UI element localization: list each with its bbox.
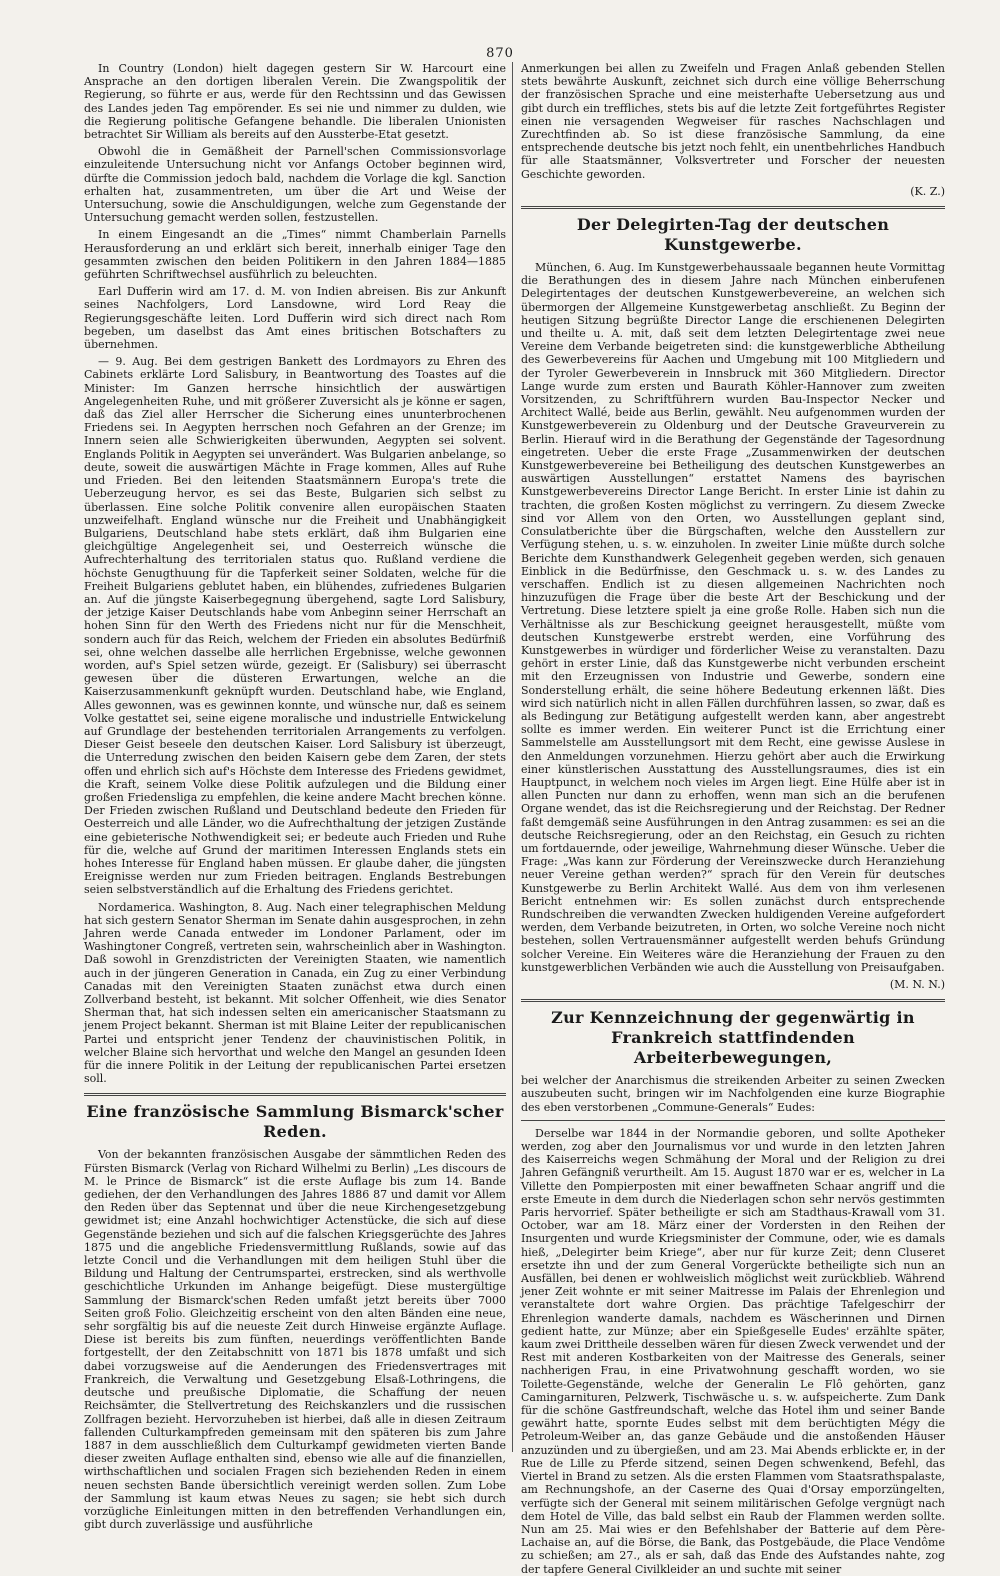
- headline-delegirten-tag: Der Delegirten-Tag der deutschen Kunstgewerbe.: [576, 215, 890, 255]
- article-arbeiterbewegungen-intro: bei welcher der Anarchismus die streikenden Arbeiter zu seinen Zwecken auszubeuten sucht, bringen wir im Nachfolgenden eine kurze Biographie des eben verstorbenen „Commune-Generals“ Eudes:: [521, 1074, 945, 1114]
- section-divider: [84, 1093, 506, 1096]
- section-divider: [521, 206, 945, 209]
- headline-bismarck-reden: Eine französische Sammlung Bismarck'scher Reden.: [86, 1102, 504, 1142]
- article-harcourt: In Country (London) hielt dagegen gestern Sir W. Harcourt eine Ansprache an den dortigen liberalen Verein. Die Zwangspolitik der Regierung, so führte er aus, werde für den Rechtssinn und das Gewissen des Landes jeden Tag empörender. Es sei nie und nimmer zu dulden, wie die Regierung politische Gefangene behandle. Die liberalen Unionisten betrachtet Sir William als bereits auf den Aussterbe-Etat gesetzt.: [84, 62, 506, 142]
- headline-arbeiterbewegungen: Zur Kennzeichnung der gegenwärtig in Frankreich stattfindenden Arbeiterbewegungen,: [551, 1008, 915, 1068]
- article-parnell-commission: Obwohl die in Gemäßheit der Parnell'schen Commissionsvorlage einzuleitende Untersuchung nicht vor Anfangs October beginnen wird, dürfte die Commission jedoch bald, nachdem die Vorlage die kgl. Sanction erhalten hat, zusammentreten, um über die Art und Weise der Untersuchung, sowie die Anschuldigungen, welche zum Gegenstande der Untersuchung gemacht werden sollen, festzustellen.: [84, 145, 506, 225]
- column-divider: [512, 62, 513, 1452]
- page-number: 870: [486, 46, 514, 61]
- article-bismarck-reden: Von der bekannten französischen Ausgabe der sämmtlichen Reden des Fürsten Bismarck (Verlag von Richard Wilhelmi zu Berlin) „Les discours de M. le Prince de Bismarck“ ist die erste Auflage bis zum 14. Bande gediehen, der den Verhandlungen des Jahres 1886 87 und damit vor Allem den Reden über das Septennat und über die neue Kirchengesetzgebung gewidmet ist; eine Anzahl hochwichtiger Actenstücke, die sich auf diese Gegenstände beziehen und sich auf die falschen Kriegsgerüchte des Jahres 1875 und die angebliche Friedensvermittlung Rußlands, sowie auf das letzte Concil und die Verhandlungen mit dem heiligen Stuhl über die Bildung und Haltung der Centrumspartei, erstrecken, sind als werthvolle geschichtliche Urkunden im Anhange beigefügt. Diese mustergültige Sammlung der Bismarck'schen Reden umfaßt jetzt bereits über 7000 Seiten groß Folio. Gleichzeitig erscheint von den alten Bänden eine neue, sehr sorgfältig bis auf die neueste Zeit durch Hinweise ergänzte Auflage. Diese ist bereits bis zum fünften, neuerdings veröffentlichten Bande fortgestellt, der den Zeitabschnitt von 1871 bis 1878 umfaßt und sich dabei vorzugsweise auf die Aenderungen des Friedensvertrages mit Frankreich, die Verwaltung und Gesetzgebung Elsaß-Lothringens, die deutsche und preußische Diplomatie, die Schaffung der neuen Reichsämter, die Stellvertretung des Reichskanzlers und die russischen Zollfragen bezieht. Hervorzuheben ist hierbei, daß alle in diesen Zeitraum fallenden Culturkampfreden gemeinsam mit den späteren bis zum Jahre 1887 in dem ausschließlich dem Culturkampf gewidmeten vierten Bande dieser zweiten Auflage enthalten sind, ebenso wie alle auf die finanziellen, wirthschaftlichen und socialen Fragen sich beziehenden Reden in einem neuen sechsten Bande übersichtlich vereinigt werden sollen. Zum Lobe der Sammlung ist kaum etwas Neues zu sagen; sie hebt sich durch vorzügliche Einleitungen mitten in den betreffenden Verhandlungen ein, gibt durch zuverlässige und ausführliche: [84, 1148, 506, 1532]
- article-north-america: Nordamerica. Washington, 8. Aug. Nach einer telegraphischen Meldung hat sich gestern Senator Sherman im Senate dahin ausgesprochen, in zehn Jahren werde Canada entweder im Londoner Parlament, oder im Washingtoner Congreß, vertreten sein, wahrscheinlich aber in Washington. Daß sowohl in Grenzdistricten der Vereinigten Staaten, wie namentlich auch in der jüngeren Generation in Canada, ein Zug zu einer Verbindung Canadas mit den Vereinigten Staaten zunächst etwa durch einen Zollverband besteht, ist bekannt. Mit solcher Offenheit, wie dies Senator Sherman that, hat sich indessen selten ein americanischer Staatsmann zu jenem Project bekannt. Sherman ist mit Blaine Leiter der republicanischen Partei und entspricht jener Tendenz der chauvinistischen Politik, in welcher Blaine sich hervorthat und welche den Mangel an gesunden Ideen für die innere Politik in der Leitung der republicanischen Partei ersetzen soll.: [84, 900, 506, 1086]
- source-byline: (K. Z.): [910, 184, 945, 198]
- source-byline: (M. N. N.): [889, 978, 945, 991]
- section-divider: [521, 1120, 945, 1121]
- article-bismarck-reden-continued: Anmerkungen bei allen zu Zweifeln und Fragen Anlaß gebenden Stellen stets bewährte Auskunft, zeichnet sich durch eine völlige Beherrschung der französischen Sprache und eine meisterhafte Uebersetzung aus und gibt durch ein treffliches, stets bis auf die letzte Zeit fortgeführtes Register einen nie versagenden Wegweiser für rasches Nachschlagen und Zurechtfinden ab. So ist diese französische Sammlung, da eine entsprechende deutsche bis jetzt noch fehlt, ein unentbehrliches Handbuch für alle Staatsmänner, Volksvertreter und Forscher der neuesten Geschichte geworden.: [521, 62, 945, 181]
- article-delegirten-tag: München, 6. Aug. Im Kunstgewerbehaussaale begannen heute Vormittag die Berathungen des in diesem Jahre nach München einberufenen Delegirtentages der deutschen Kunstgewerbevereine, an welchen sich übermorgen der Allgemeine Kunstgewerbetag anschließt. Zu Beginn der heutigen Sitzung begrüßte Director Lange die erschienenen Delegirten und theilte u. A. mit, daß seit dem letzten Delegirtentage zwei neue Vereine dem Verbande beigetreten sind: die kunstgewerbliche Abtheilung des Gewerbevereins für Aachen und Umgebung mit 100 Mitgliedern und der Tyroler Gewerbeverein in Innsbruck mit 360 Mitgliedern. Director Lange wurde zum ersten und Baurath Köhler-Hannover zum zweiten Vorsitzenden, zu Schriftführern wurden Bau-Inspector Necker und Architect Wallé, beide aus Berlin, gewählt. Neu aufgenommen wurden der Kunstgewerbeverein zu Oldenburg und der Deutsche Graveurverein zu Berlin. Hierauf wird in die Berathung der Gegenstände der Tagesordnung eingetreten. Ueber die erste Frage „Zusammenwirken der deutschen Kunstgewerbevereine bei Betheiligung des deutschen Kunstgewerbes an auswärtigen Ausstellungen“ erstattet Namens des bayrischen Kunstgewerbevereins Director Lange Bericht. In erster Linie ist dahin zu trachten, die großen Kosten möglichst zu verringern. Zu diesem Zwecke sind vor Allem von den Orten, wo Ausstellungen geplant sind, Consulatberichte über die Bürgschaften, welche den Ausstellern zur Verfügung stehen, u. s. w. einzuholen. In zweiter Linie müßte durch solche Berichte dem Kunsthandwerk Gelegenheit gegeben werden, sich genauen Einblick in die Bedürfnisse, den Geschmack u. s. w. des Landes zu verschaffen. Endlich ist zu diesen allgemeinen Nachrichten noch hinzuzufügen die Frage über die beste Art der Beschickung und der Vertretung. Diese letztere spielt ja eine große Rolle. Haben sich nun die Verhältnisse als zur Beschickung geeignet herausgestellt, müßte vom deutschen Kunstgewerbe erstrebt werden, eine Vorführung des Kunstgewerbes in würdiger und förderlicher Weise zu veranstalten. Dazu gehört in erster Linie, daß das Kunstgewerbe nicht verbunden erscheint mit den Erzeugnissen von Industrie und Gewerbe, sondern eine Sonderstellung erhält, die seine höhere Bedeutung erkennen läßt. Dies wird sich natürlich nicht in allen Fällen durchführen lassen, so zwar, daß es als Bedingung zur Betätigung aufgestellt werden kann, aber angestrebt sollte es immer werden. Ein weiterer Punct ist die Errichtung einer Sammelstelle am Ausstellungsort mit dem Recht, eine gewisse Auslese in den Anmeldungen vorzunehmen. Hierzu gehört aber auch die Erwirkung einer künstlerischen Ausstattung des Ausstellungsraumes, dies ist ein Hauptpunct, in welchem noch vieles im Argen liegt. Eine Hülfe aber ist in allen Puncten nur dann zu erhoffen, wenn man sich an die berufenen Organe wendet, das ist die Reichsregierung und der Reichstag. Der Redner faßt demgemäß seine Ausführungen in den Antrag zusammen: es sei an die deutsche Reichsregierung, oder an den Reichstag, ein Gesuch zu richten um fortdauernde, oder jeweilige, Wahrnehmung dieser Wünsche. Ueber die Frage: „Was kann zur Förderung der Vereinszwecke durch Heranziehung neuer Vereine gethan werden?“ sprach für den Verein für deutsches Kunstgewerbe zu Berlin Architekt Wallé. Aus dem von ihm verlesenen Bericht entnehmen wir: Es sollen zunächst durch entsprechende Rundschreiben die verwandten Zwecken huldigenden Vereine aufgefordert werden, dem Verbande beizutreten, in Orten, wo solche Vereine noch nicht bestehen, sollen Vertrauensmänner aufgestellt werden behufs Gründung solcher Vereine. Ein Weiteres wäre die Heranziehung der Frauen zu den kunstgewerblichen Verbänden wie auch die Ausstellung von Preisaufgaben.: [521, 261, 945, 974]
- article-salisbury-banquet: — 9. Aug. Bei dem gestrigen Bankett des Lordmayors zu Ehren des Cabinets erklärte Lord Salisbury, in Beantwortung des Toastes auf die Minister: Im Ganzen herrsche hinsichtlich der auswärtigen Angelegenheiten Ruhe, und mit größerer Zuversicht als je könne er sagen, daß das Ziel aller Herrscher die Sicherung eines ununterbrochenen Friedens sei. In Aegypten herrschen noch Gefahren an der Grenze; im Innern seien alle Schwierigkeiten überwunden, Aegypten sei solvent. Englands Politik in Aegypten sei unverändert. Was Bulgarien anbelange, so deute, soweit die auswärtigen Mächte in Frage kommen, Alles auf Ruhe und Frieden. Bei den leitenden Staatsmännern Europa's trete die Ueberzeugung hervor, es sei das Beste, Bulgarien sich selbst zu überlassen. Eine solche Politik convenire allen europäischen Staaten unzweifelhaft. England wünsche nur die Freiheit und Unabhängigkeit Bulgariens, Deutschland habe stets erklärt, daß ihm Bulgarien eine gleichgültige Angelegenheit sei, und Oesterreich wünsche die Aufrechterhaltung des territorialen status quo. Rußland verdiene die höchste Genugthuung für die Tapferkeit seiner Soldaten, welche für die Freiheit Bulgariens geblutet haben, ein blühendes, zufriedenes Bulgarien an. Auf die jüngste Kaiserbegegnung übergehend, sagte Lord Salisbury, der jetzige Kaiser Deutschlands habe vom Anbeginn seiner Herrschaft an hohen Sinn für den Werth des Friedens nicht nur für die Menschheit, sondern auch für das Reich, welchem der Frieden ein absolutes Bedürfniß sei, ohne welchen dasselbe alle herrlichen Ergebnisse, welche gewonnen worden, auf's Spiel setzen würde, gezeigt. Er (Salisbury) sei überrascht gewesen über die düsteren Erwartungen, welche an die Kaiserzusammenkunft geknüpft wurden. Deutschland habe, wie England, Alles gewonnen, was es gewinnen konnte, und wünsche nur, daß es seinem Volke gestattet sei, seine eigene moralische und industrielle Entwickelung auf Grundlage der bestehenden territorialen Arrangements zu verfolgen. Dieser Geist beseele den deutschen Kaiser. Lord Salisbury ist überzeugt, die Unterredung zwischen den beiden Kaisern gebe dem Zaren, der stets offen und ehrlich sich auf's Höchste dem Interesse des Friedens gewidmet, die Kraft, seinem Volke diese Politik aufzulegen und die Bildung einer großen Friedensliga zu empfehlen, die keine andere Macht brechen könne. Der Frieden zwischen Rußland und Deutschland bedeute den Frieden für Oesterreich und alle Länder, wo die Aufrechthaltung der jetzigen Zustände eine gebieterische Nothwendigkeit sei; er bedeute auch Frieden und Ruhe für die, welche auf Grund der maritimen Interessen Englands stets ein hohes Interesse für England haben müssen. Er glaube daher, die jüngsten Ereignisse werden nur zum Frieden beitragen. Englands Bestrebungen seien selbstverständlich auf die Erhaltung des Friedens gerichtet.: [84, 355, 506, 897]
- article-dufferin: Earl Dufferin wird am 17. d. M. von Indien abreisen. Bis zur Ankunft seines Nachfolgers, Lord Lansdowne, wird Lord Reay die Regierungsgeschäfte leiten. Lord Dufferin wird sich direct nach Rom begeben, um daselbst das Amt eines britischen Botschafters zu übernehmen.: [84, 285, 506, 352]
- left-column: [84, 62, 506, 1532]
- right-column: [521, 62, 945, 1576]
- section-divider: [521, 999, 945, 1002]
- article-chamberlain: In einem Eingesandt an die „Times“ nimmt Chamberlain Parnells Herausforderung an und erklärt sich bereit, innerhalb einiger Tage den gesammten zwischen den beiden Politikern in den Jahren 1884—1885 geführten Schriftwechsel ausführlich zu beleuchten.: [84, 228, 506, 282]
- article-eudes-biography: Derselbe war 1844 in der Normandie geboren, und sollte Apotheker werden, zog aber den Journalismus vor und wurde in den letzten Jahren des Kaiserreichs wegen Schmähung der Moral und der Religion zu drei Jahren Gefängniß verurtheilt. Am 15. August 1870 war er es, welcher in La Villette den Pompierposten mit einer bewaffneten Schaar angriff und die erste Emeute in dem durch die Niederlagen schon sehr nervös gestimmten Paris hervorrief. Später betheiligte er sich am Stadthaus-Krawall vom 31. October, war am 18. März einer der Vordersten in den Reihen der Insurgenten und wurde Kriegsminister der Commune, oder, wie es damals hieß, „Delegirter beim Kriege“, aber nur für kurze Zeit; denn Cluseret ersetzte ihn und der zum General Vorgerückte betheiligte sich nun an Ausfällen, bei denen er wohlweislich möglichst weit zurückblieb. Während jener Zeit wohnte er mit seiner Maitresse im Palais der Ehrenlegion und veranstaltete dort wahre Orgien. Das prächtige Tafelgeschirr der Ehrenlegion wanderte damals, nachdem es Wäscherinnen und Dirnen gedient hatte, zur Münze; aber ein Spießgeselle Eudes' erzählte später, kaum zwei Drittheile desselben wären für diesen Zweck verwendet und der Rest mit anderen Kostbarkeiten von der Maitresse des Generals, seiner nachherigen Frau, in eine Privatwohnung geschafft worden, wo sie Toilette-Gegenstände, welche der Generalin Le Flô gehörten, ganz Camingarnituren, Pelzwerk, Tischwäsche u. s. w. aufspeicherte. Zum Dank für die schöne Gastfreundschaft, welche das Hotel ihm und seiner Bande gewährt hatte, spornte Eudes selbst mit dem berüchtigten Mégy die Petroleum-Weiber an, das ganze Gebäude und die anstoßenden Häuser anzuzünden und zu übergießen, und am 23. Mai Abends erblickte er, in der Rue de Lille zu Pferde sitzend, seinen Degen schwenkend, Befehl, das Viertel in Brand zu setzen. Als die ersten Flammen vom Staatsrathspalaste, am Rechnungshofe, an der Caserne des Quai d'Orsay emporzüngelten, verfügte sich der General mit seinem militärischen Gefolge vergnügt nach dem Hotel de Ville, das bald selbst ein Raub der Flammen werden sollte. Nun am 25. Mai wies er den Befehlshaber der Batterie auf dem Père-Lachaise an, auf die Börse, die Bank, das Postgebäude, die Place Vendôme zu schießen; am 27., als er sah, daß das Ende des Aufstandes nahte, zog der tapfere General Civilkleider an und suchte mit seiner: [521, 1126, 945, 1576]
